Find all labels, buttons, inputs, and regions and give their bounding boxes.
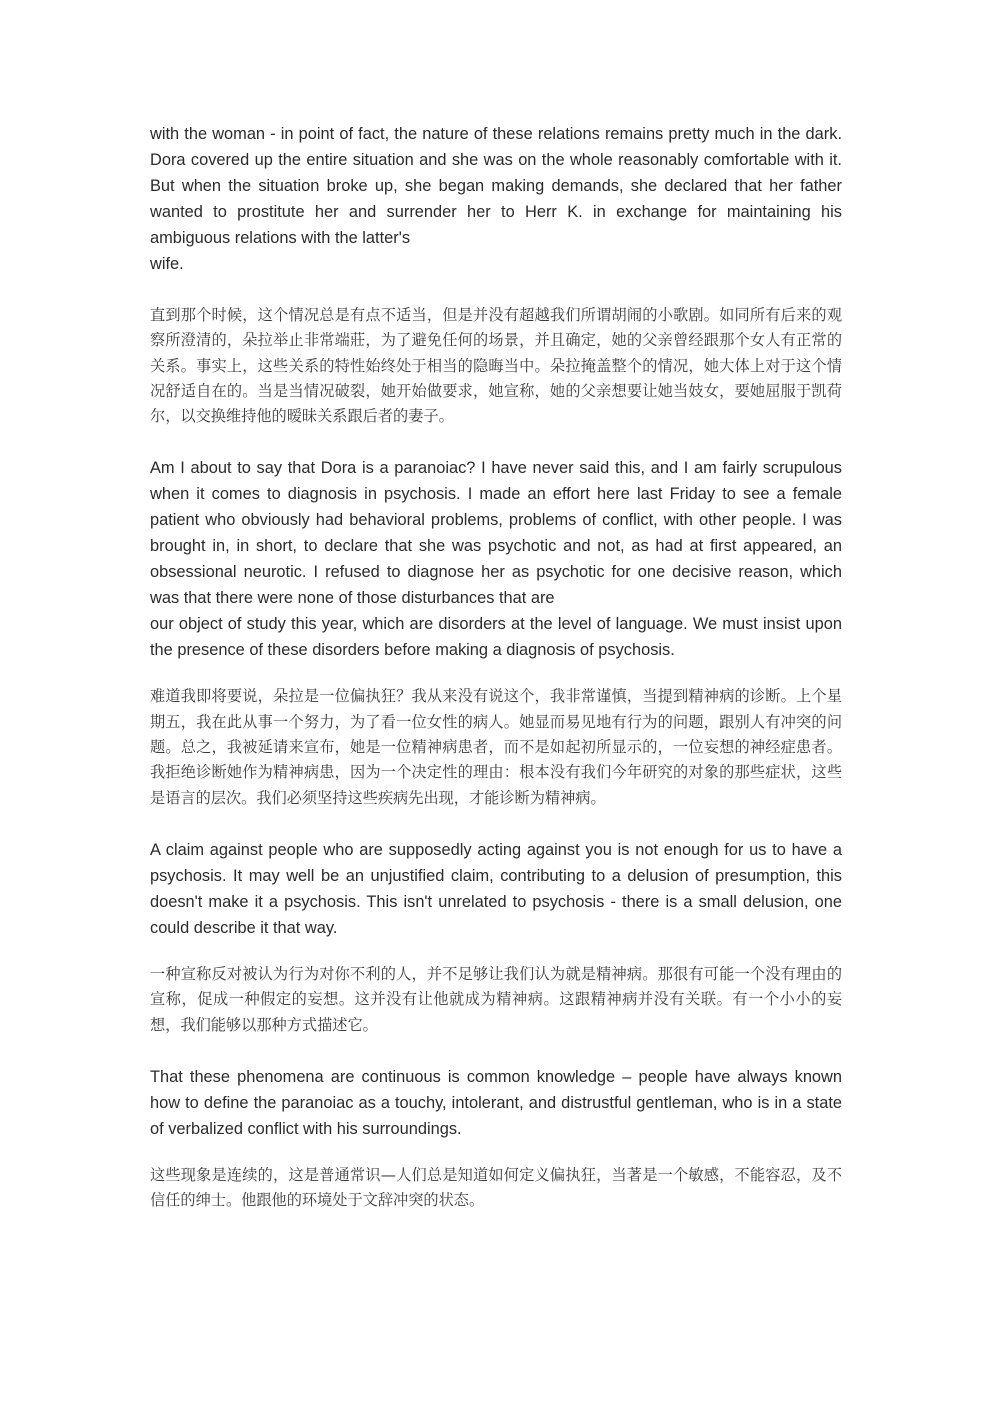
paragraph-gap	[150, 429, 842, 455]
paragraph-gap	[150, 811, 842, 837]
paragraph-zh-3: 一种宣称反对被认为行为对你不利的人，并不足够让我们认为就是精神病。那很有可能一个没有理由的宣称，促成一种假定的妄想。这并没有让他就成为精神病。这跟精神病并没有关联。有一个小小的妄想，我们能够以那种方式描述它。	[150, 964, 842, 1034]
paragraph-gap	[150, 1142, 842, 1163]
paragraph-en-2: Am I about to say that Dora is a paranoiac? I have never said this, and I am fairly scrupulous when it comes to diagnosis in psychosis. I made an effort here last Friday to see a female patient who obviously had behavioral problems, problems of conflict, with other people. I was brought in, in short, to declare that she was psychotic and not, as had at first appeared, an obsessional neurotic. I refused to diagnose her as psychotic for one decisive reason, which was that there were none of those disturbances that are our object of study this year, which are disorders at the level of language. We must insist upon the presence of these disorders before making a diagnosis of psychosis.	[150, 459, 842, 660]
paragraph-en-1: with the woman - in point of fact, the nature of these relations remains pretty much in the dark. Dora covered up the entire situation and she was on the whole reasonably comfortable with it. But when the situation broke up, she began making demands, she declared that her father wanted to prostitute her and surrender her to Herr K. in exchange for maintaining his ambiguous relations with the latter's wife.	[150, 125, 842, 273]
paragraph-en-4: That these phenomena are continuous is common knowledge – people have always known how to define the paranoiac as a touchy, intolerant, and distrustful gentleman, who is in a state of verbalized conflict with his surroundings.	[150, 1067, 842, 1138]
paragraph-en-3: A claim against people who are supposedly acting against you is not enough for us to have a psychosis. It may well be an unjustified claim, contributing to a delusion of presumption, this doesn't make it a psychosis. This isn't unrelated to psychosis - there is a small delusion, one could describe it that way.	[150, 840, 842, 937]
paragraph-gap	[150, 1038, 842, 1064]
paragraph-gap	[150, 663, 842, 684]
paragraph-gap	[150, 277, 842, 303]
document-page	[150, 121, 842, 1213]
paragraph-zh-4: 这些现象是连续的，这是普通常识—人们总是知道如何定义偏执狂，当著是一个敏感，不能容忍，及不信任的绅士。他跟他的环境处于文辞冲突的状态。	[150, 1165, 842, 1210]
paragraph-gap	[150, 941, 842, 962]
paragraph-zh-1: 直到那个时候，这个情况总是有点不适当，但是并没有超越我们所谓胡闹的小歌剧。如同所有后来的观察所澄清的，朵拉举止非常端莊，为了避免任何的场景，并且确定，她的父亲曾经跟那个女人有正常的关系。事实上，这些关系的特性始终处于相当的隐晦当中。朵拉掩盖整个的情况，她大体上对于这个情况舒适自在的。当是当情况破裂，她开始做要求，她宣称，她的父亲想要让她当妓女，要她屈服于凯荷尔，以交换维持他的暧昧关系跟后者的妻子。	[150, 306, 842, 426]
paragraph-zh-2: 难道我即将要说，朵拉是一位偏执狂？我从来没有说这个，我非常谨慎，当提到精神病的诊断。上个星期五，我在此从事一个努力，为了看一位女性的病人。她显而易见地有行为的问题，跟别人有冲突的问题。总之，我被延请来宣布，她是一位精神病患者，而不是如起初所显示的，一位妄想的神经症患者。我拒绝诊断她作为精神病患，因为一个决定性的理由：根本没有我们今年研究的对象的那些症状，这些是语言的层次。我们必须坚持这些疾病先出现，才能诊断为精神病。	[150, 687, 842, 807]
